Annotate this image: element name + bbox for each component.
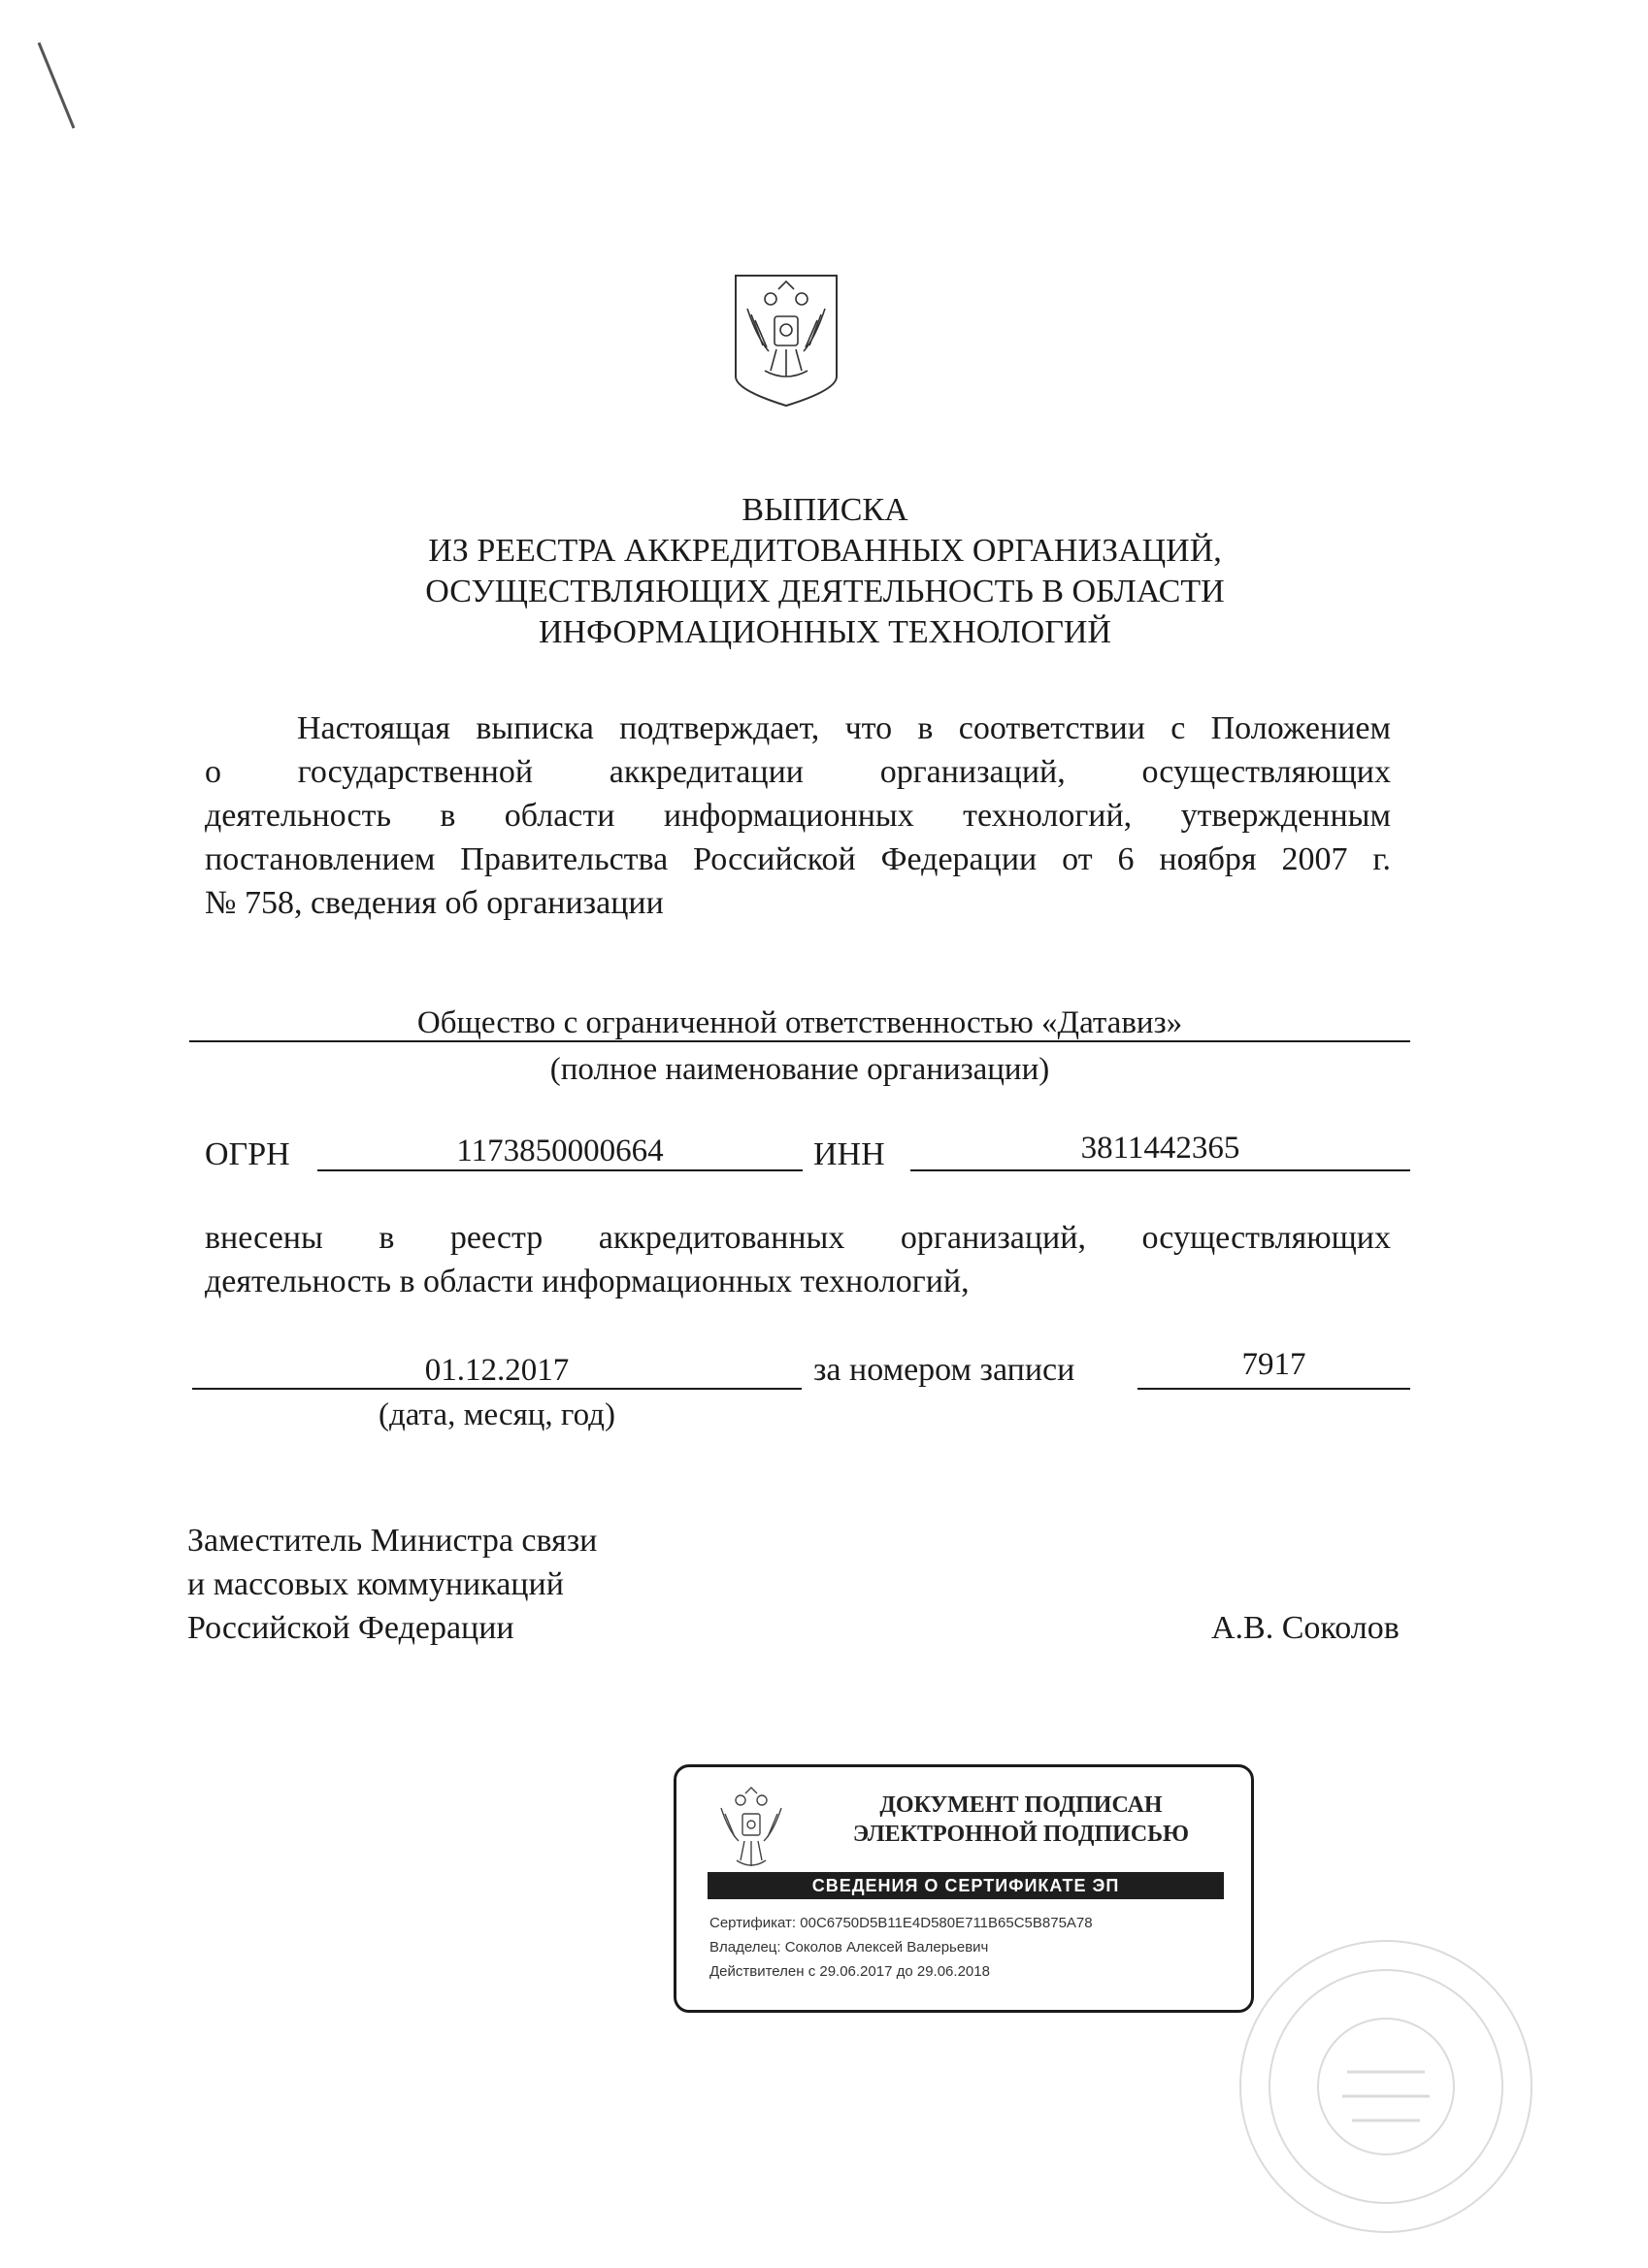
- ogrn-underline: [317, 1169, 803, 1171]
- stamp-coat-of-arms-icon: [713, 1785, 789, 1874]
- signer-line-2: и массовых коммуникаций: [187, 1566, 564, 1602]
- title-line-1: ВЫПИСКА: [742, 492, 908, 528]
- record-number-underline: [1137, 1388, 1410, 1390]
- intro-line-2: о государственной аккредитации организаций, осуществляющих: [205, 754, 1391, 790]
- stamp-certificate-bar: СВЕДЕНИЯ О СЕРТИФИКАТЕ ЭП: [708, 1872, 1224, 1899]
- inn-label: ИНН: [813, 1136, 885, 1172]
- stamp-certificate-details: [709, 1911, 1093, 1984]
- round-seal-icon: [1231, 1926, 1551, 2237]
- signer-line-3: Российской Федерации: [187, 1610, 514, 1646]
- electronic-signature-stamp: [674, 1764, 1254, 2013]
- organization-name-underline: [189, 1040, 1410, 1042]
- inn-underline: [910, 1169, 1410, 1171]
- signer-line-1: Заместитель Министра связи: [187, 1523, 598, 1559]
- registry-line-1: внесены в реестр аккредитованных организаций, осуществляющих: [205, 1220, 1391, 1256]
- record-number: 7917: [1241, 1347, 1306, 1382]
- title-line-4: ИНФОРМАЦИОННЫХ ТЕХНОЛОГИЙ: [539, 614, 1111, 650]
- record-number-label: за номером записи: [813, 1352, 1075, 1388]
- stamp-title-line-1: ДОКУМЕНТ ПОДПИСАН: [879, 1792, 1163, 1818]
- ogrn-value: 1173850000664: [456, 1134, 664, 1168]
- organization-caption: (полное наименование организации): [549, 1052, 1050, 1087]
- coat-of-arms-icon: [728, 270, 844, 411]
- document-title: [291, 490, 1359, 653]
- title-line-2: ИЗ РЕЕСТРА АККРЕДИТОВАННЫХ ОРГАНИЗАЦИЙ,: [428, 533, 1222, 569]
- stamp-title: [817, 1791, 1225, 1849]
- record-date-caption: (дата, месяц, год): [379, 1397, 615, 1432]
- intro-paragraph: [205, 707, 1391, 925]
- signer-position: [187, 1519, 597, 1650]
- ogrn-label: ОГРН: [205, 1136, 290, 1172]
- inn-value: 3811442365: [1080, 1131, 1240, 1166]
- registry-line-2: деятельность в области информационных технологий,: [205, 1264, 970, 1299]
- scan-mark: [31, 39, 80, 136]
- intro-line-3: деятельность в области информационных технологий, утвержденным: [205, 798, 1391, 834]
- registry-paragraph: [205, 1216, 1391, 1303]
- stamp-validity: Действителен с 29.06.2017 до 29.06.2018: [709, 1963, 990, 1980]
- stamp-title-line-2: ЭЛЕКТРОННОЙ ПОДПИСЬЮ: [852, 1822, 1190, 1847]
- organization-name: Общество с ограниченной ответственностью «Датавиз»: [416, 1005, 1183, 1040]
- intro-line-5: № 758, сведения об организации: [205, 885, 664, 921]
- intro-line-4: постановлением Правительства Российской Федерации от 6 ноября 2007 г.: [205, 841, 1391, 877]
- record-date-underline: [192, 1388, 802, 1390]
- stamp-certificate: Сертификат: 00C6750D5B11E4D580E711B65C5B875A78: [709, 1915, 1093, 1931]
- intro-line-1: Настоящая выписка подтверждает, что в соответствии с Положением: [297, 710, 1391, 746]
- signer-name: А.В. Соколов: [1211, 1610, 1400, 1646]
- stamp-owner: Владелец: Соколов Алексей Валерьевич: [709, 1939, 989, 1956]
- record-date: 01.12.2017: [424, 1353, 570, 1388]
- title-line-3: ОСУЩЕСТВЛЯЮЩИХ ДЕЯТЕЛЬНОСТЬ В ОБЛАСТИ: [425, 574, 1225, 609]
